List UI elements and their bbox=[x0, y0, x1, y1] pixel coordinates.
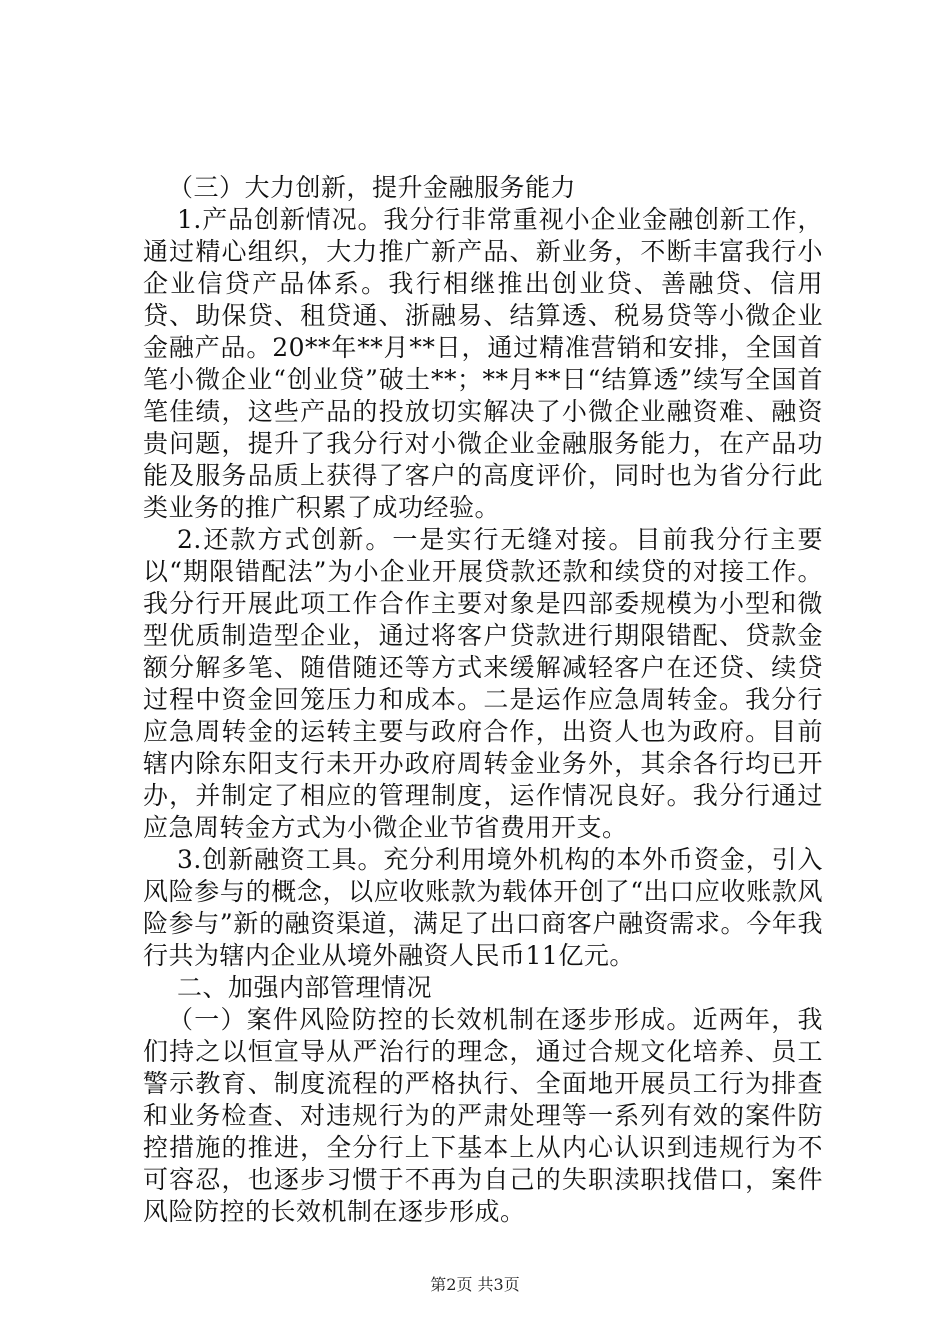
page-footer: 第2页 共3页 bbox=[430, 1275, 520, 1294]
paragraph-repayment-innovation: 2.还款方式创新。一是实行无缝对接。目前我分行主要以“期限错配法”为小企业开展贷款还款和续贷的对接工作。我分行开展此项工作合作主要对象是四部委规模为小型和微型优质制造型企业，通过将客户贷款进行期限错配、贷款金额分解多笔、随借随还等方式来缓解减轻客户在还贷、续贷过程中资金回笼压力和成本。二是运作应急周转金。我分行应急周转金的运转主要与政府合作，出资人也为政府。目前辖内除东阳支行未开办政府周转金业务外，其余各行均已开办，并制定了相应的管理制度，运作情况良好。我分行通过应急周转金方式为小微企业节省费用开支。 bbox=[143, 525, 823, 842]
paragraph-financing-tools: 3.创新融资工具。充分利用境外机构的本外币资金，引入风险参与的概念，以应收账款为载体开创了“出口应收账款风险参与”新的融资渠道，满足了出口商客户融资需求。今年我行共为辖内企业从境外融资人民币11亿元。 bbox=[143, 845, 823, 970]
document-body bbox=[143, 172, 823, 1228]
paragraph-case-risk-control: （一）案件风险防控的长效机制在逐步形成。近两年，我们持之以恒宣导从严治行的理念，通过合规文化培养、员工警示教育、制度流程的严格执行、全面地开展员工行为排查和业务检查、对违规行为的严肃处理等一系列有效的案件防控措施的推进，全分行上下基本上从内心认识到违规行为不可容忍，也逐步习惯于不再为自己的失职渎职找借口，案件风险防控的长效机制在逐步形成。 bbox=[143, 1005, 823, 1226]
paragraph-product-innovation: 1.产品创新情况。我分行非常重视小企业金融创新工作，通过精心组织，大力推广新产品、新业务，不断丰富我行小企业信贷产品体系。我行相继推出创业贷、善融贷、信用贷、助保贷、租贷通、浙融易、结算透、税易贷等小微企业金融产品。20**年**月**日，通过精准营销和安排，全国首笔小微企业“创业贷”破土**；**月**日“结算透”续写全国首笔佳绩，这些产品的投放切实解决了小微企业融资难、融资贵问题，提升了我分行对小微企业金融服务能力，在产品功能及服务品质上获得了客户的高度评价，同时也为省分行此类业务的推广积累了成功经验。 bbox=[143, 205, 823, 522]
section-heading-innovation: （三）大力创新，提升金融服务能力 bbox=[168, 173, 577, 202]
section-heading-internal-management: 二、加强内部管理情况 bbox=[177, 973, 433, 1002]
